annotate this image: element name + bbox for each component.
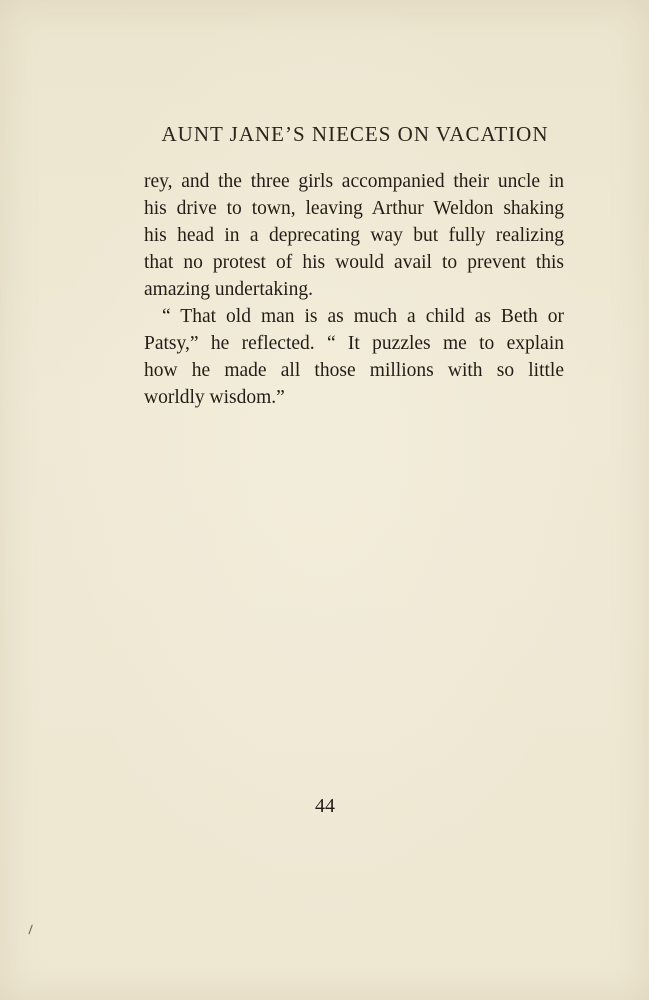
text-line: his drive to town, leaving Arthur Weldon shaking	[144, 198, 564, 219]
paragraph-1	[144, 168, 564, 303]
text-line: that no protest of his would avail to prevent this	[144, 252, 564, 273]
text-line: how he made all those millions with so little	[144, 360, 564, 381]
text-line: Patsy,” he reflected. “ It puzzles me to explain	[144, 333, 564, 354]
body-text	[144, 168, 564, 411]
text-line: “ That old man is as much a child as Beth or	[162, 306, 564, 327]
text-line: rey, and the three girls accompanied their uncle in	[144, 171, 564, 192]
paragraph-2	[144, 303, 564, 411]
page-number: 44	[315, 795, 335, 817]
text-line: amazing undertaking.	[144, 279, 313, 300]
running-head: AUNT JANE’S NIECES ON VACATION	[161, 122, 549, 146]
paper-speck	[28, 925, 35, 936]
text-line: his head in a deprecating way but fully realizing	[144, 225, 564, 246]
text-line: worldly wisdom.”	[144, 387, 285, 408]
